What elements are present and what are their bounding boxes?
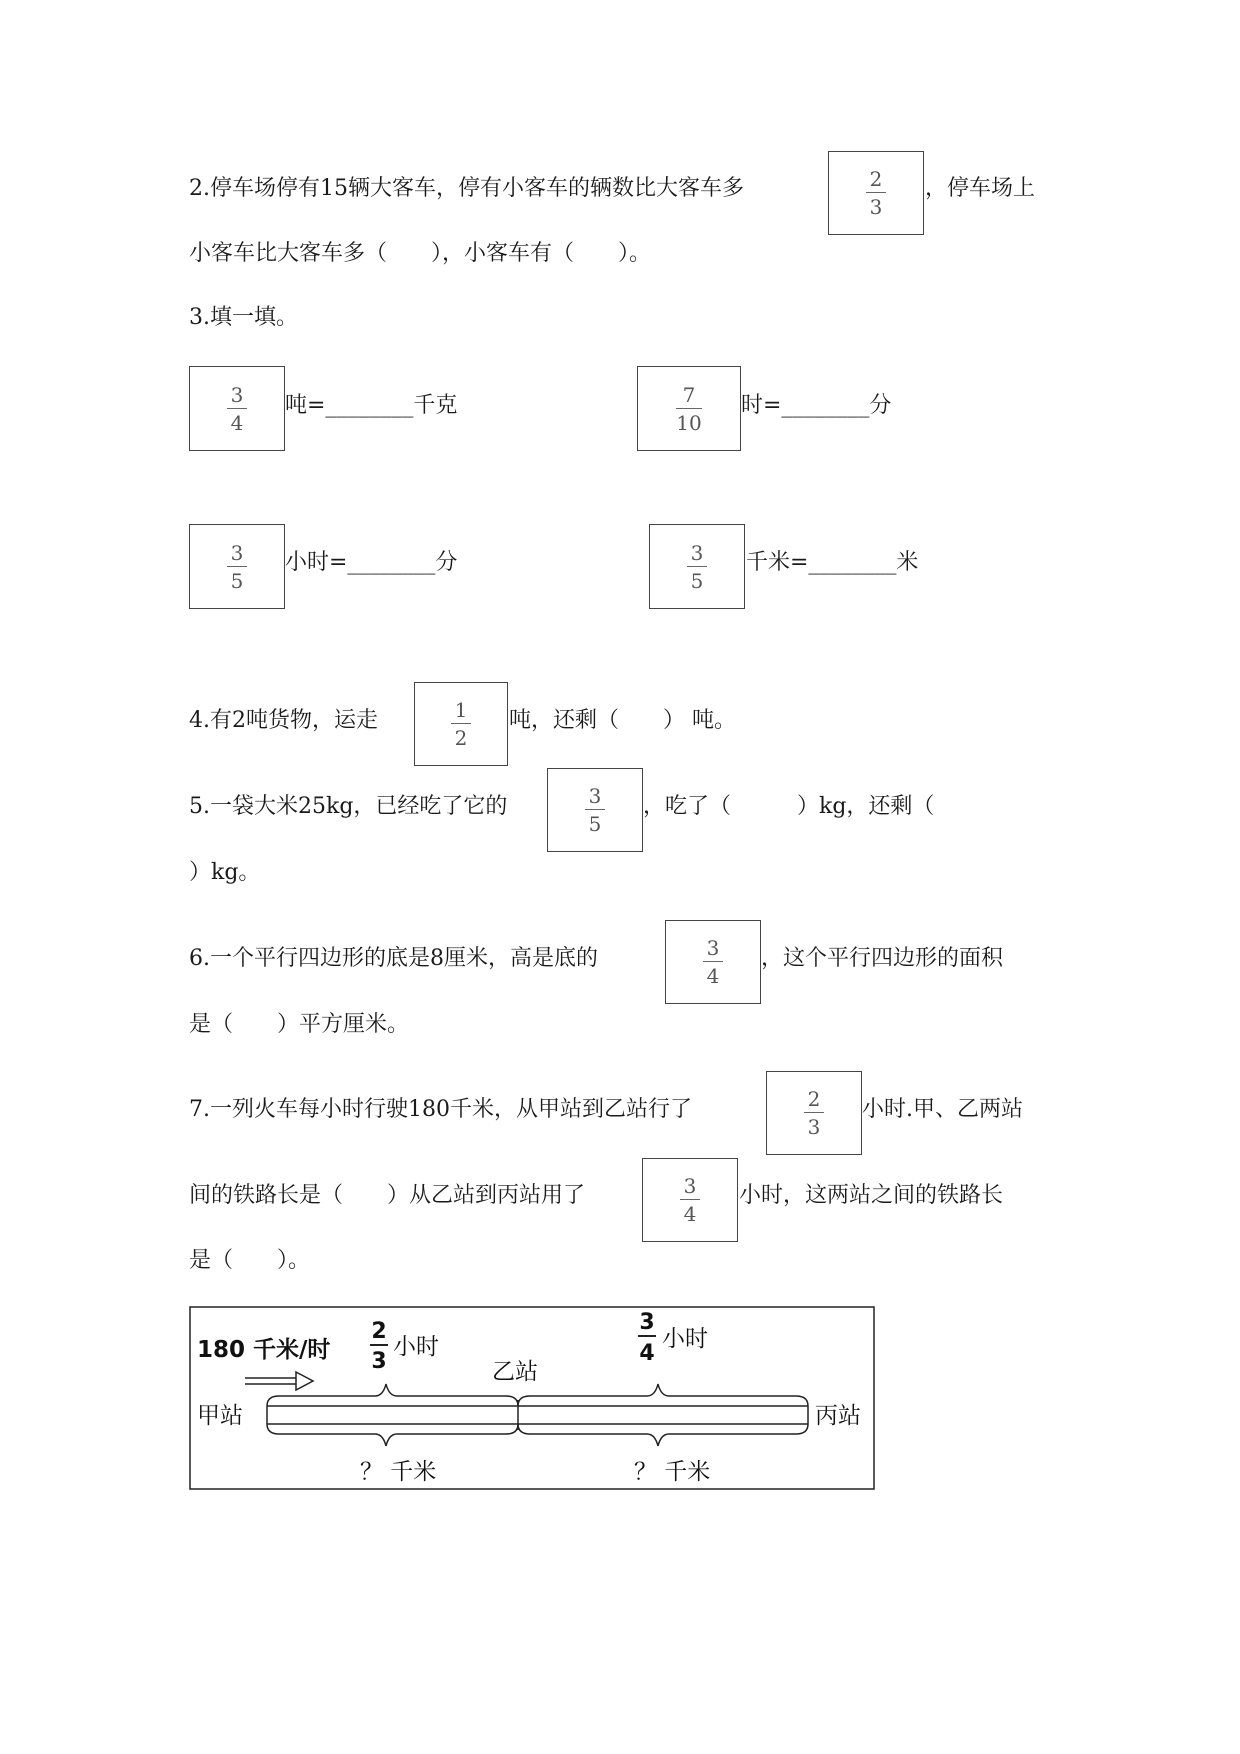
q5-tail: ，吃了（ ）kg，还剩（: [643, 794, 935, 819]
fraction-numerator: 7: [682, 382, 696, 407]
q3-fraction-box-2: [637, 366, 741, 451]
q3-fraction-box-3: [189, 524, 285, 609]
q7-line1-text: 7.一列火车每小时行驶180千米，从甲站到乙站行了: [189, 1097, 692, 1122]
q7-line1-tail: 小时.甲、乙两站: [862, 1097, 1023, 1122]
q3-fraction-4: [687, 540, 707, 593]
q3-item1-text: 吨=________千克: [285, 393, 458, 418]
fraction-denominator: 3: [869, 195, 883, 219]
station-b-label: 乙站: [492, 1359, 538, 1385]
q3-fraction-2: [676, 382, 702, 435]
diagram-border: [190, 1307, 874, 1489]
q3-item4-text: 千米=________米: [746, 550, 919, 575]
fraction-denominator: 5: [588, 812, 602, 836]
q5-text: 5.一袋大米25kg，已经吃了它的: [189, 794, 508, 819]
fraction-denominator: 3: [807, 1115, 821, 1139]
fraction-numerator: 3: [706, 936, 720, 960]
q4-fraction: [451, 700, 471, 748]
fraction-denominator: 4: [230, 410, 244, 435]
q6-fraction-box: [665, 920, 761, 1004]
q6-text: 6.一个平行四边形的底是8厘米，高是底的: [189, 946, 598, 971]
seg1-time-denominator: 3: [371, 1349, 387, 1374]
q2-line1-tail: ，停车场上: [925, 176, 1036, 201]
q2-line1-text: 2.停车场停有15辆大客车，停有小客车的辆数比大客车多: [189, 176, 744, 201]
q3-fraction-box-4: [649, 524, 745, 609]
q7-fraction-box-1: [766, 1071, 862, 1155]
fraction-numerator: 1: [454, 698, 468, 722]
fraction-numerator: 3: [588, 784, 602, 808]
q3-item2-text: 时=________分: [741, 393, 892, 418]
q2-fraction: [866, 169, 886, 217]
seg2-time-unit: 小时: [662, 1326, 708, 1352]
q3-fraction-3: [227, 540, 247, 593]
q7-fraction-2: [680, 1176, 700, 1224]
fraction-denominator: 5: [690, 568, 704, 593]
q3-fraction-1: [227, 382, 247, 435]
fraction-denominator: 10: [676, 410, 702, 435]
q3-fraction-box-1: [189, 366, 285, 451]
q7-fraction-1: [804, 1089, 824, 1137]
seg2-time-numerator: 3: [639, 1310, 655, 1335]
seg2-distance-label: ？ 千米: [634, 1459, 711, 1485]
fraction-denominator: 2: [454, 726, 468, 750]
railway-diagram: [189, 1306, 875, 1490]
fraction-denominator: 5: [230, 568, 244, 593]
q2-line2-text: 小客车比大客车多（ ），小客车有（ ）。: [189, 241, 652, 266]
q6-line2: 是（ ）平方厘米。: [189, 1012, 410, 1037]
fraction-numerator: 2: [807, 1087, 821, 1111]
q2-fraction-box: [828, 151, 924, 235]
speed-label: 180 千米/时: [197, 1337, 331, 1363]
station-a-label: 甲站: [197, 1403, 243, 1429]
q5-fraction-box: [547, 768, 643, 852]
fraction-denominator: 4: [683, 1202, 697, 1226]
fraction-numerator: 3: [690, 540, 704, 565]
q4-text: 4.有2吨货物，运走: [189, 708, 378, 733]
q5-line2: ）kg。: [189, 860, 261, 885]
seg2-time-denominator: 4: [639, 1341, 655, 1366]
seg1-time-numerator: 2: [371, 1319, 387, 1344]
fraction-numerator: 3: [683, 1174, 697, 1198]
seg1-distance-label: ？ 千米: [360, 1459, 437, 1485]
q3-item3-text: 小时=________分: [285, 550, 458, 575]
q4-tail: 吨，还剩（ ） 吨。: [509, 708, 736, 733]
q3-title: 3.填一填。: [189, 305, 298, 330]
fraction-numerator: 3: [230, 540, 244, 565]
q7-line2-tail: 小时，这两站之间的铁路长: [739, 1183, 1004, 1208]
seg1-time-unit: 小时: [393, 1334, 439, 1360]
q7-fraction-box-2: [642, 1158, 738, 1242]
fraction-numerator: 2: [869, 167, 883, 191]
q6-fraction: [703, 938, 723, 986]
q7-line2-text: 间的铁路长是（ ）从乙站到丙站用了: [189, 1183, 586, 1208]
q7-line3: 是（ ）。: [189, 1248, 311, 1273]
q5-fraction: [585, 786, 605, 834]
fraction-denominator: 4: [706, 964, 720, 988]
q4-fraction-box: [414, 682, 508, 766]
station-c-label: 丙站: [815, 1403, 861, 1429]
q6-tail: ，这个平行四边形的面积: [761, 946, 1004, 971]
fraction-numerator: 3: [230, 382, 244, 407]
